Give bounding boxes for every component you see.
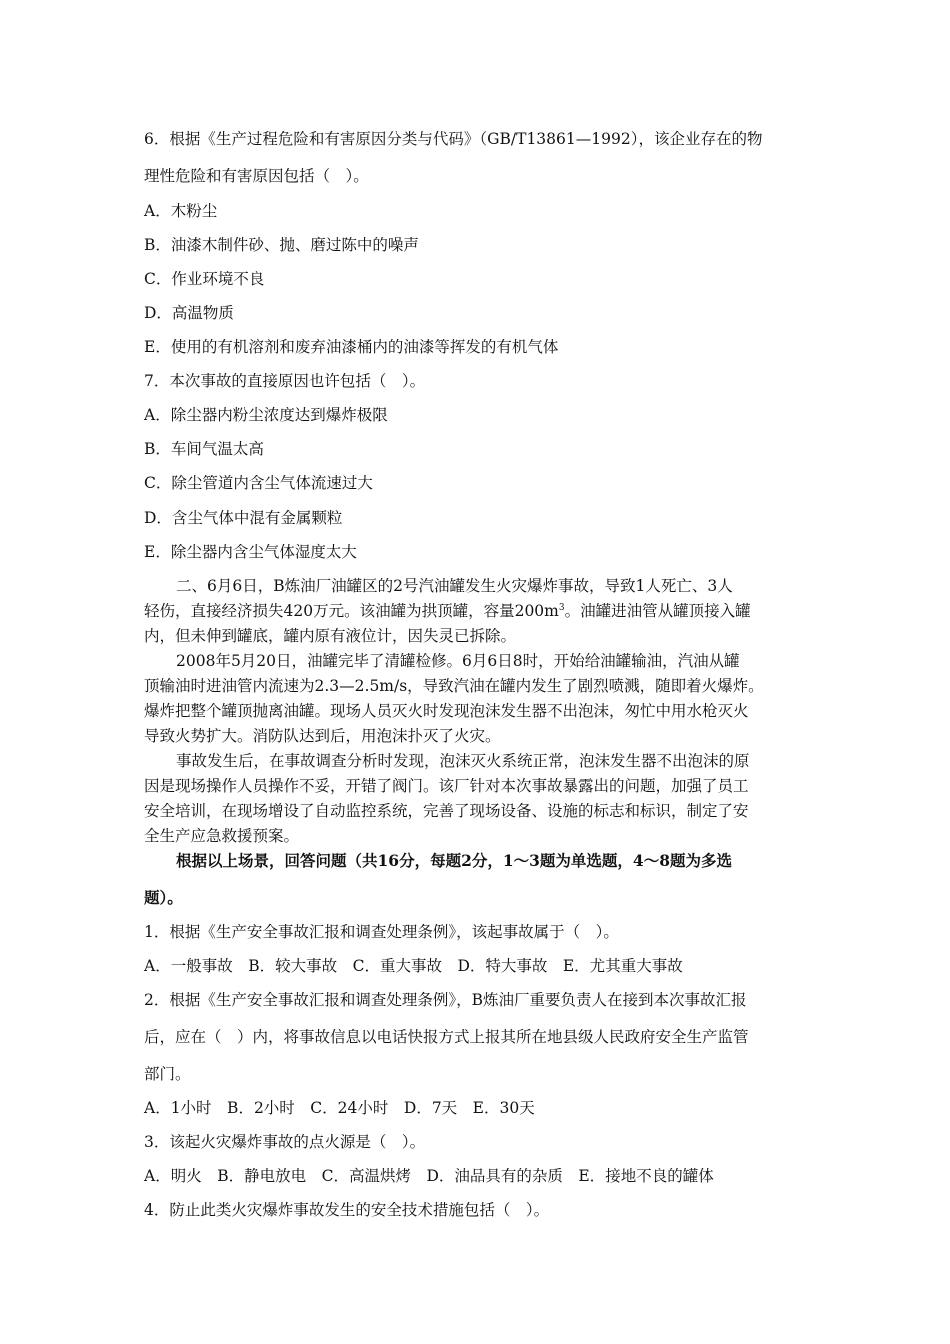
case-paragraph-3-line-4: 全生产应急救援预案。 [144,827,300,845]
question-6-stem-cont: 理性危险和有害原因包括（ ）。 [144,167,369,185]
case2-question-3-stem: 3．该起火灾爆炸事故的点火源是（ ）。 [144,1133,426,1151]
case-text: 。油罐进油管从罐顶接入罐 [564,602,751,620]
question-6-option-c: C．作业环境不良 [144,270,265,288]
question-7-option-c: C．除尘管道内含尘气体流速过大 [144,474,373,492]
case2-question-2-options: A．1小时 B．2小时 C．24小时 D．7天 E．30天 [144,1099,535,1117]
instructions: 根据以上场景，回答问题（共16分，每题2分，1～3题为单选题，4～8题为多选 [176,851,732,870]
case-paragraph-3-line-3: 安全培训，在现场增设了自动监控系统，完善了现场设备、设施的标志和标识，制定了安 [144,802,749,820]
case-paragraph-1-line-3: 内，但未伸到罐底，罐内原有液位计，因失灵已拆除。 [144,627,517,645]
case2-question-2-stem: 2．根据《生产安全事故汇报和调查处理条例》，B炼油厂重要负责人在接到本次事故汇报 [144,991,747,1009]
case2-question-2-stem-cont: 后，应在（ ）内，将事故信息以电话快报方式上报其所在地县级人民政府安全生产监管 [144,1028,749,1046]
question-6-option-b: B．油漆木制件砂、抛、磨过陈中的噪声 [144,236,419,254]
case2-question-4-stem: 4．防止此类火灾爆炸事故发生的安全技术措施包括（ ）。 [144,1201,550,1219]
question-7-option-e: E．除尘器内含尘气体湿度太大 [144,543,357,561]
case-paragraph-2-line-4: 导致火势扩大。消防队达到后，用泡沫扑灭了火灾。 [144,727,501,745]
question-6-option-a: A．木粉尘 [144,202,218,220]
case-paragraph-1: 二、6月6日，B炼油厂油罐区的2号汽油罐发生火灾爆炸事故，导致1人死亡、3人 [176,577,733,595]
question-7-stem: 7．本次事故的直接原因也许包括（ ）。 [144,372,426,390]
case-paragraph-2: 2008年5月20日，油罐完毕了清罐检修。6月6日8时，开始给油罐输油，汽油从罐 [176,652,740,670]
case2-question-1-options: A．一般事故 B．较大事故 C．重大事故 D．特大事故 E．尤其重大事故 [144,957,683,975]
instructions-cont: 题）。 [144,888,183,907]
case-text: 轻伤，直接经济损失420万元。该油罐为拱顶罐，容量200m [144,602,559,620]
case2-question-3-options: A．明火 B．静电放电 C．高温烘烤 D．油品具有的杂质 E．接地不良的罐体 [144,1167,714,1185]
question-7-option-d: D．含尘气体中混有金属颗粒 [144,509,343,527]
case-paragraph-1-line-2 [144,599,751,621]
case-paragraph-3: 事故发生后，在事故调查分析时发现，泡沫灭火系统正常，泡沫发生器不出泡沫的原 [176,752,750,770]
case2-question-2-stem-end: 部门。 [144,1065,191,1083]
question-6-option-e: E．使用的有机溶剂和废弃油漆桶内的油漆等挥发的有机气体 [144,338,559,356]
superscript-unit: 3 [558,602,565,613]
case-paragraph-2-line-3: 爆炸把整个罐顶抛离油罐。现场人员灭火时发现泡沫发生器不出泡沫，匆忙中用水枪灭火 [144,702,749,720]
question-7-option-a: A．除尘器内粉尘浓度达到爆炸极限 [144,406,388,424]
case-paragraph-3-line-2: 因是现场操作人员操作不妥，开错了阀门。该厂针对本次事故暴露出的问题，加强了员工 [144,777,749,795]
question-7-option-b: B．车间气温太高 [144,440,264,458]
case-paragraph-2-line-2: 顶输油时进油管内流速为2.3—2.5m/s，导致汽油在罐内发生了剧烈喷溅，随即着火爆炸。 [144,677,764,695]
case2-question-1-stem: 1．根据《生产安全事故汇报和调查处理条例》，该起事故属于（ ）。 [144,923,619,941]
question-6-stem: 6．根据《生产过程危险和有害原因分类与代码》（GB/T13861—1992），该企业存在的物 [144,130,763,148]
question-6-option-d: D．高温物质 [144,304,234,322]
